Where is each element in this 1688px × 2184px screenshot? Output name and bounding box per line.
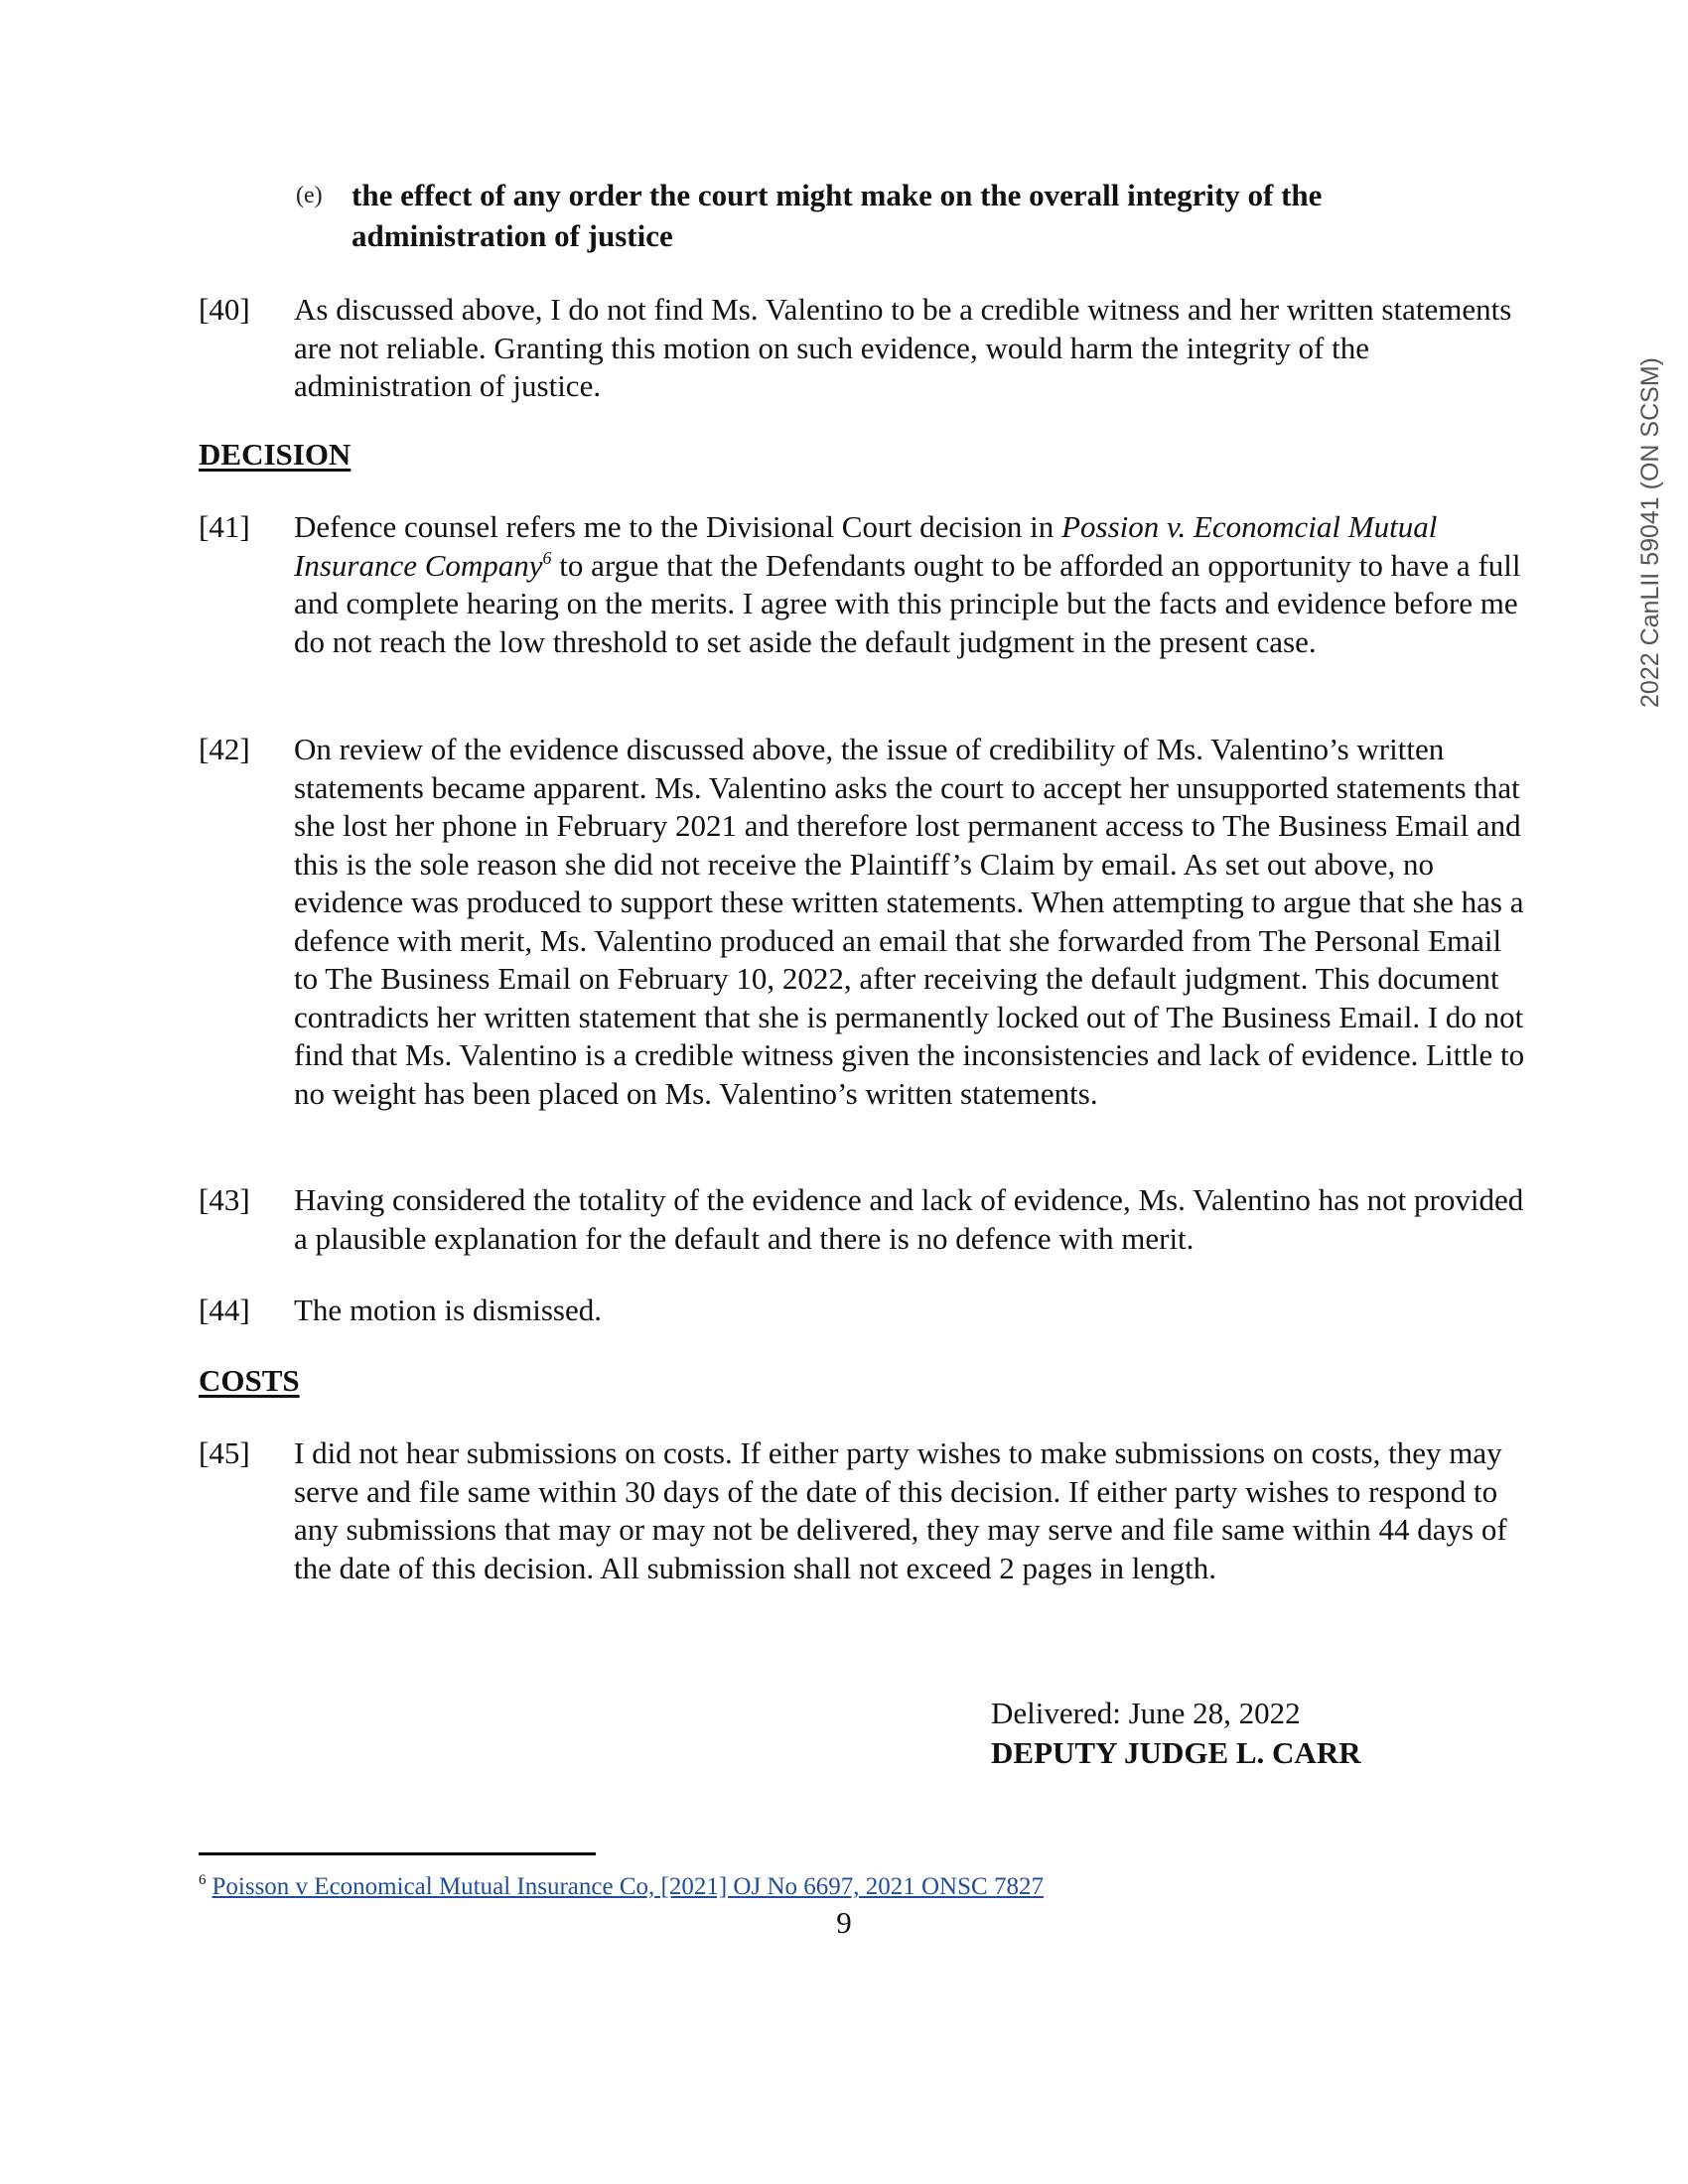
- footnote: [199, 1872, 1044, 1901]
- watermark-text: 2022 CanLII 59041 (ON SCSM): [1635, 356, 1664, 708]
- paragraph-number: [44]: [199, 1293, 250, 1327]
- delivered-date: Delivered: June 28, 2022: [991, 1696, 1301, 1730]
- heading-costs: COSTS: [199, 1363, 300, 1398]
- judge-name: DEPUTY JUDGE L. CARR: [991, 1735, 1361, 1770]
- footnote-number: 6: [199, 1872, 207, 1888]
- paragraph-number: [41]: [199, 509, 250, 544]
- footnote-link[interactable]: Poisson v Economical Mutual Insurance Co, [2021] OJ No 6697, 2021 ONSC 7827: [211, 1873, 1044, 1900]
- paragraph-number: [42]: [199, 732, 250, 766]
- paragraph-text: [294, 508, 1529, 661]
- subitem-label: (e): [296, 183, 323, 208]
- paragraph-number: [43]: [199, 1182, 250, 1217]
- paragraph-text-post: to argue that the Defendants ought to be afforded an opportunity to have a full and complete hearing on the merits. I agree with this principle but the facts and evidence before me do not reach the low threshold to set aside the default judgment in the present case.: [294, 547, 1521, 659]
- paragraph-text: Having considered the totality of the evidence and lack of evidence, Ms. Valentino has not provided a plausible explanation for the default and there is no defence with merit.: [294, 1182, 1524, 1256]
- paragraph-text: The motion is dismissed.: [294, 1293, 602, 1327]
- footnote-divider: [199, 1852, 596, 1855]
- signature-block: [991, 1694, 1361, 1773]
- paragraph-text: I did not hear submissions on costs. If either party wishes to make submissions on costs, they may serve and file same within 30 days of the date of this decision. If either party wishes to respond to any submissions that may or may not be delivered, they may serve and file same within 44 days of the date of this decision. All submission shall not exceed 2 pages in length.: [294, 1435, 1507, 1585]
- paragraph-text: As discussed above, I do not find Ms. Valentino to be a credible witness and her written statements are not reliable. Granting this motion on such evidence, would harm the integrity of the administration of justice.: [294, 292, 1512, 403]
- paragraph-number: [40]: [199, 292, 250, 327]
- case-citation: Possion v. Economcial Mutual Insurance Company: [294, 509, 1438, 583]
- paragraph-text: On review of the evidence discussed above, the issue of credibility of Ms. Valentino’s written statements became apparent. Ms. Valentino asks the court to accept her unsupported statements that she lost her phone in February 2021 and therefore lost permanent access to The Business Email and this is the sole reason she did not receive the Plaintiff’s Claim by email. As set out above, no evidence was produced to support these written statements. When attempting to argue that she has a defence with merit, Ms. Valentino produced an email that she forwarded from The Personal Email to The Business Email on February 10, 2022, after receiving the default judgment. This document contradicts her written statement that she is permanently locked out of The Business Email. I do not find that Ms. Valentino is a credible witness given the inconsistencies and lack of evidence. Little to no weight has been placed on Ms. Valentino’s written statements.: [294, 732, 1525, 1111]
- citation-watermark: [1630, 334, 1670, 731]
- subitem-text: the effect of any order the court might make on the overall integrity of the administration of justice: [352, 178, 1323, 253]
- paragraph-text-pre: Defence counsel refers me to the Divisional Court decision in: [294, 509, 1062, 544]
- heading-decision: DECISION: [199, 437, 352, 472]
- page-number: 9: [836, 1905, 852, 1940]
- footnote-reference[interactable]: 6: [542, 547, 552, 568]
- paragraph-number: [45]: [199, 1435, 250, 1470]
